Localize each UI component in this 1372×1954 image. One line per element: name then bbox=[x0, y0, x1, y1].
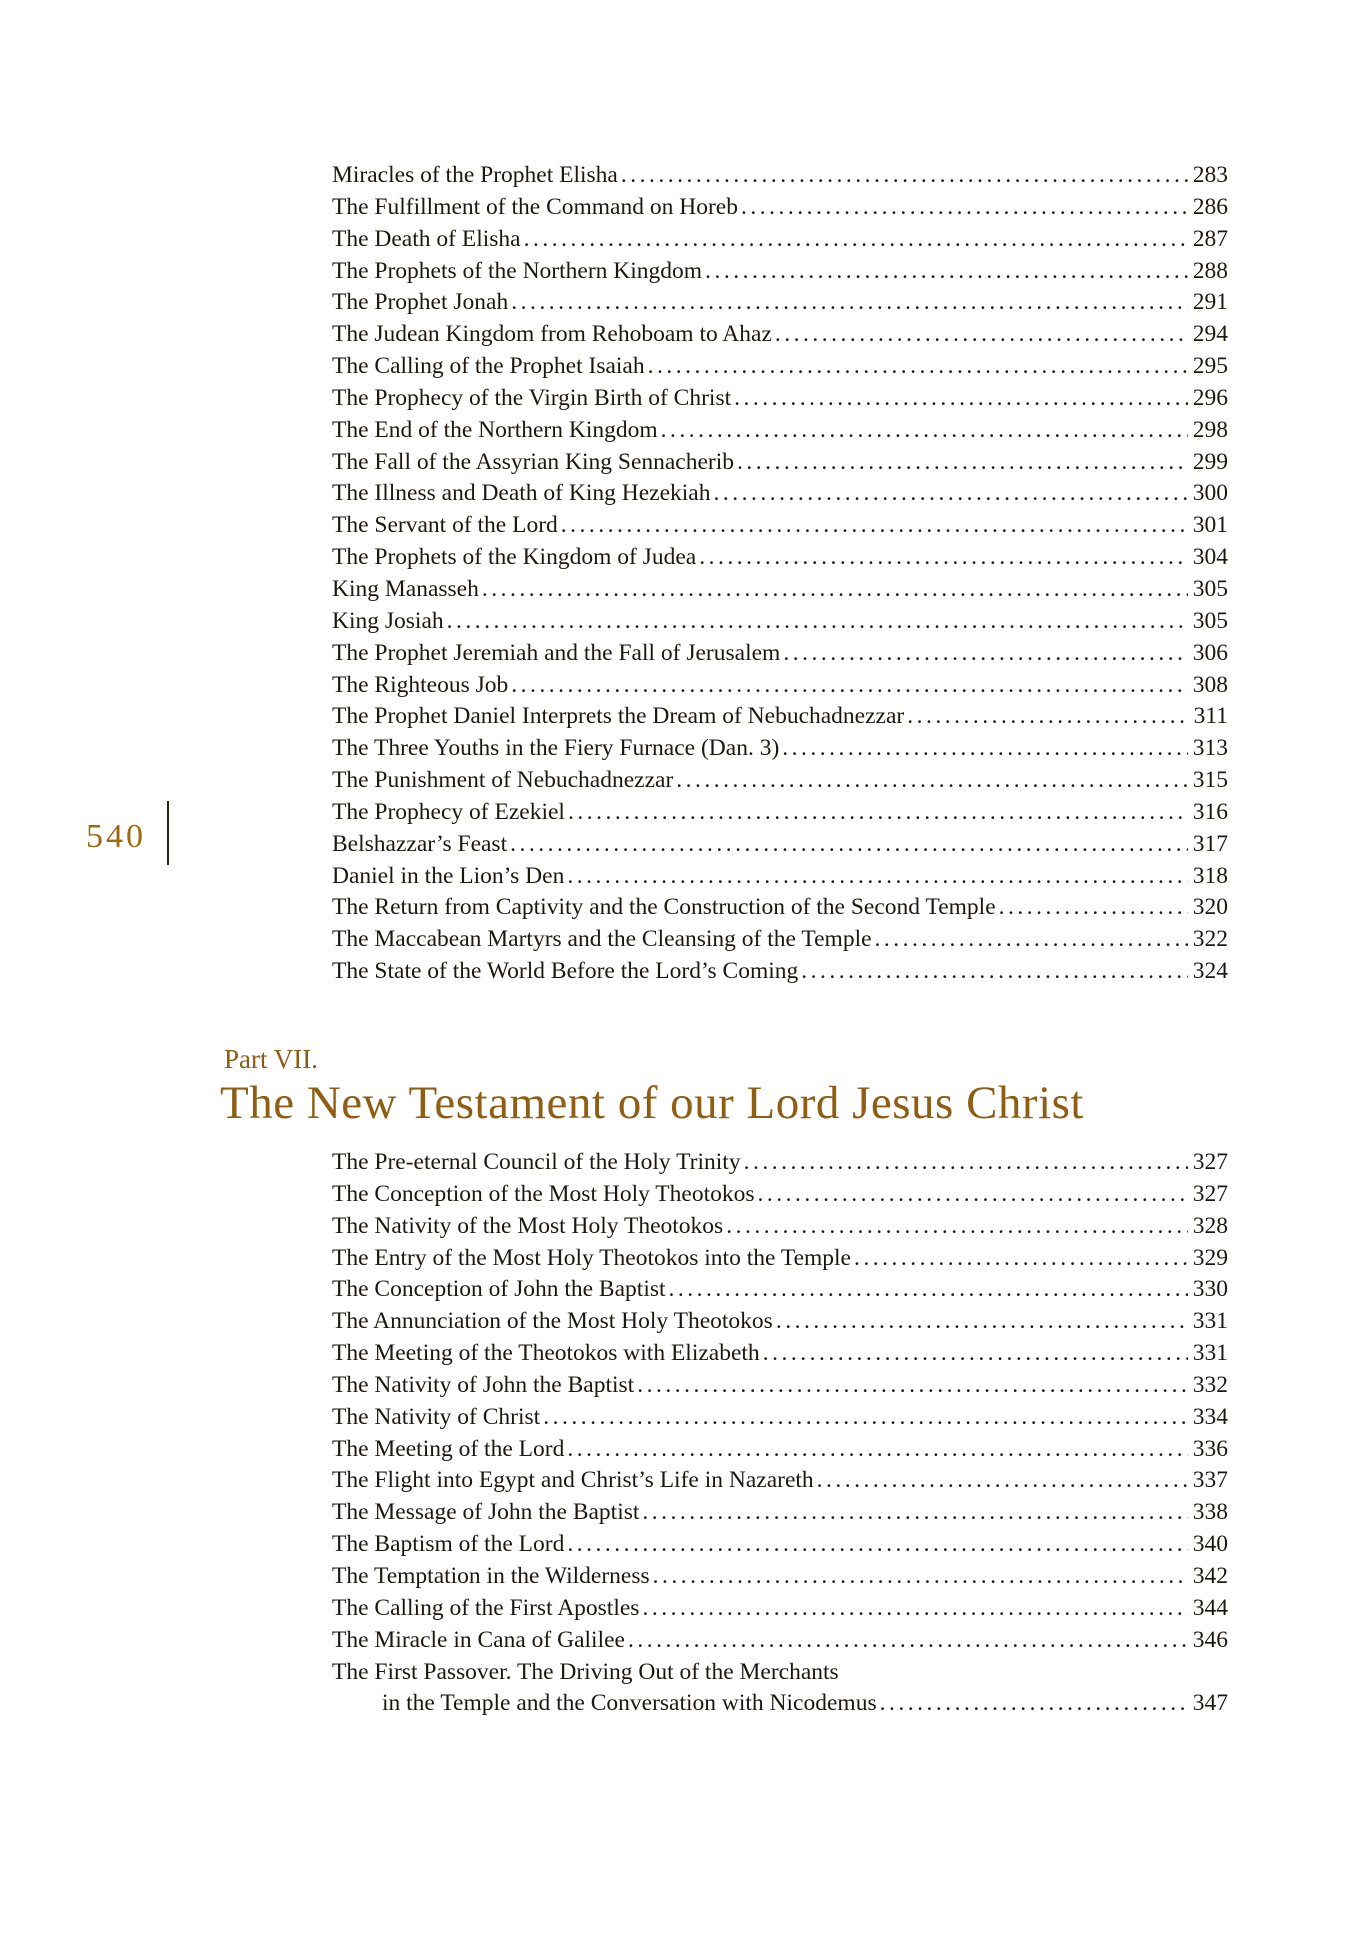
toc-row bbox=[332, 417, 1228, 449]
toc-leader-dots bbox=[705, 258, 1188, 285]
toc-row bbox=[332, 767, 1228, 799]
toc-leader-dots bbox=[524, 226, 1188, 253]
toc-page-number: 306 bbox=[1192, 639, 1228, 666]
toc-entry-title: The Conception of John the Baptist bbox=[332, 1276, 666, 1303]
toc-entry-title: The Flight into Egypt and Christ’s Life in Nazareth bbox=[332, 1467, 814, 1494]
toc-leader-dots bbox=[699, 544, 1188, 571]
toc-row bbox=[332, 1372, 1228, 1404]
toc-row bbox=[332, 831, 1228, 863]
toc-page-number: 336 bbox=[1192, 1435, 1228, 1462]
toc-page-number: 346 bbox=[1192, 1626, 1228, 1653]
toc-page-number: 304 bbox=[1192, 544, 1228, 571]
toc-entry-title: The Fulfillment of the Command on Horeb bbox=[332, 193, 738, 220]
toc-row bbox=[332, 1308, 1228, 1340]
toc-page-number: 342 bbox=[1192, 1562, 1228, 1589]
toc-entry-title: The Nativity of the Most Holy Theotokos bbox=[332, 1212, 724, 1239]
toc-entry-title: The Pre-eternal Council of the Holy Trinity bbox=[332, 1149, 741, 1175]
toc-page-number: 328 bbox=[1192, 1212, 1228, 1239]
toc-entry-title: The Prophet Daniel Interprets the Dream of Nebuchadnezzar bbox=[332, 703, 905, 730]
toc-page-number: 283 bbox=[1192, 162, 1228, 188]
toc-leader-dots bbox=[999, 894, 1188, 921]
part-label: Part VII. bbox=[224, 1044, 318, 1074]
toc-leader-dots bbox=[511, 672, 1188, 699]
toc-entry-title: The Nativity of John the Baptist bbox=[332, 1371, 635, 1398]
toc-page-number: 338 bbox=[1192, 1499, 1228, 1526]
toc-entry-title: The Calling of the Prophet Isaiah bbox=[332, 353, 645, 380]
toc-row bbox=[332, 640, 1228, 672]
toc-row bbox=[332, 1627, 1228, 1659]
toc-leader-dots bbox=[907, 703, 1188, 730]
toc-row bbox=[332, 608, 1228, 640]
toc-row bbox=[332, 289, 1228, 321]
toc-leader-dots bbox=[734, 385, 1188, 412]
toc-row bbox=[332, 1149, 1228, 1181]
toc-page-number: 337 bbox=[1192, 1467, 1228, 1494]
toc-row bbox=[332, 1563, 1228, 1595]
toc-entry-title: The Miracle in Cana of Galilee bbox=[332, 1626, 625, 1653]
toc-page-number: 347 bbox=[1192, 1690, 1228, 1717]
toc-page-number: 331 bbox=[1192, 1308, 1228, 1335]
toc-row bbox=[332, 894, 1228, 926]
toc-entry-title: The Annunciation of the Most Holy Theotokos bbox=[332, 1308, 773, 1335]
toc-entry-title: The Illness and Death of King Hezekiah bbox=[332, 480, 711, 507]
toc-row bbox=[332, 863, 1228, 895]
toc-page-number: 320 bbox=[1192, 894, 1228, 921]
toc-row bbox=[332, 1595, 1228, 1627]
toc-entry-title: in the Temple and the Conversation with Nicodemus bbox=[382, 1690, 877, 1717]
toc-leader-dots bbox=[676, 767, 1187, 794]
toc-entry-title: The Prophet Jeremiah and the Fall of Jerusalem bbox=[332, 639, 781, 666]
toc-leader-dots bbox=[628, 1627, 1188, 1654]
toc-page-number: 296 bbox=[1192, 384, 1228, 411]
toc-page-number: 344 bbox=[1192, 1594, 1228, 1621]
toc-row bbox=[332, 162, 1228, 194]
toc-entry-title: The Prophet Jonah bbox=[332, 289, 509, 316]
toc-entry-title: King Manasseh bbox=[332, 575, 479, 602]
toc-page-number: 322 bbox=[1192, 926, 1228, 953]
toc-entry-title: The Servant of the Lord bbox=[332, 512, 558, 539]
toc-leader-dots bbox=[567, 863, 1187, 890]
toc-row bbox=[332, 672, 1228, 704]
toc-entry-title: The Return from Captivity and the Construction of the Second Temple bbox=[332, 894, 996, 921]
toc-entry-title: The First Passover. The Driving Out of the Merchants bbox=[332, 1658, 839, 1685]
toc-entry-title: The Prophets of the Kingdom of Judea bbox=[332, 544, 697, 571]
toc-row bbox=[332, 926, 1228, 958]
toc-row bbox=[332, 1213, 1228, 1245]
toc-leader-dots bbox=[642, 1595, 1187, 1622]
toc-leader-dots bbox=[510, 831, 1188, 858]
toc-page-number: 301 bbox=[1192, 512, 1228, 539]
toc-entry-title: The Punishment of Nebuchadnezzar bbox=[332, 767, 674, 794]
toc-page-number: 316 bbox=[1192, 798, 1228, 825]
toc-row bbox=[332, 1340, 1228, 1372]
toc-entry-title: Belshazzar’s Feast bbox=[332, 830, 508, 857]
toc-row bbox=[332, 1276, 1228, 1308]
toc-leader-dots bbox=[741, 194, 1188, 221]
toc-page-number: 291 bbox=[1192, 289, 1228, 316]
toc-section-old-testament bbox=[332, 162, 1228, 990]
toc-leader-dots bbox=[482, 576, 1188, 603]
toc-page-number: 311 bbox=[1193, 703, 1228, 730]
toc-page-number: 327 bbox=[1192, 1180, 1228, 1207]
toc-page-number: 329 bbox=[1192, 1244, 1228, 1271]
toc-row bbox=[332, 1467, 1228, 1499]
toc-entry-title: The Prophecy of the Virgin Birth of Christ bbox=[332, 384, 732, 411]
toc-leader-dots bbox=[561, 512, 1188, 539]
toc-entry-title: The Baptism of the Lord bbox=[332, 1531, 565, 1558]
toc-leader-dots bbox=[648, 353, 1188, 380]
toc-entry-title: The Nativity of Christ bbox=[332, 1403, 541, 1430]
toc-entry-title: The Death of Elisha bbox=[332, 225, 521, 252]
toc-page-number: 294 bbox=[1192, 321, 1228, 348]
toc-page-number: 315 bbox=[1192, 767, 1228, 794]
toc-page-number: 318 bbox=[1192, 862, 1228, 889]
toc-row bbox=[332, 1499, 1228, 1531]
toc-row bbox=[332, 480, 1228, 512]
toc-leader-dots bbox=[447, 608, 1188, 635]
toc-page-number: 332 bbox=[1192, 1371, 1228, 1398]
toc-row bbox=[332, 321, 1228, 353]
toc-page-number: 308 bbox=[1192, 671, 1228, 698]
toc-leader-dots bbox=[653, 1563, 1188, 1590]
toc-row bbox=[332, 258, 1228, 290]
toc-leader-dots bbox=[880, 1690, 1188, 1717]
toc-leader-dots bbox=[637, 1372, 1188, 1399]
toc-entry-title: The Temptation in the Wilderness bbox=[332, 1562, 650, 1589]
toc-row bbox=[332, 735, 1228, 767]
toc-row bbox=[332, 226, 1228, 258]
toc-row bbox=[332, 512, 1228, 544]
toc-entry-title: The Fall of the Assyrian King Sennacherib bbox=[332, 448, 735, 475]
toc-page-number: 286 bbox=[1192, 193, 1228, 220]
toc-leader-dots bbox=[783, 640, 1187, 667]
toc-leader-dots bbox=[875, 926, 1188, 953]
toc-leader-dots bbox=[737, 449, 1188, 476]
toc-page-number: 288 bbox=[1192, 257, 1228, 284]
toc-page-number: 334 bbox=[1192, 1403, 1228, 1430]
toc-leader-dots bbox=[543, 1404, 1188, 1431]
toc-entry-title: The Prophets of the Northern Kingdom bbox=[332, 257, 703, 284]
toc-row bbox=[332, 544, 1228, 576]
toc-entry-title: The Maccabean Martyrs and the Cleansing of the Temple bbox=[332, 926, 872, 953]
toc-leader-dots bbox=[713, 480, 1187, 507]
toc-leader-dots bbox=[775, 321, 1188, 348]
toc-page-number: 300 bbox=[1192, 480, 1228, 507]
toc-entry-title: The Calling of the First Apostles bbox=[332, 1594, 640, 1621]
toc-page-number: 287 bbox=[1192, 225, 1228, 252]
toc-row bbox=[332, 1436, 1228, 1468]
toc-page-number: 330 bbox=[1192, 1276, 1228, 1303]
toc-page-number: 340 bbox=[1192, 1531, 1228, 1558]
toc-leader-dots bbox=[669, 1276, 1188, 1303]
toc-row bbox=[332, 385, 1228, 417]
toc-leader-dots bbox=[661, 417, 1188, 444]
toc-entry-title: The Three Youths in the Fiery Furnace (Dan. 3) bbox=[332, 735, 780, 762]
toc-entry-title: The Message of John the Baptist bbox=[332, 1499, 640, 1526]
toc-row bbox=[332, 194, 1228, 226]
toc-row bbox=[332, 1531, 1228, 1563]
toc-page-number: 305 bbox=[1192, 607, 1228, 634]
toc-page-number: 305 bbox=[1192, 575, 1228, 602]
toc-page-number: 295 bbox=[1192, 353, 1228, 380]
toc-page-number: 298 bbox=[1192, 416, 1228, 443]
toc-page-number: 317 bbox=[1192, 830, 1228, 857]
toc-row bbox=[332, 703, 1228, 735]
toc-entry-title: The Righteous Job bbox=[332, 671, 509, 698]
toc-row bbox=[332, 1690, 1228, 1722]
toc-entry-title: Miracles of the Prophet Elisha bbox=[332, 162, 618, 188]
toc-leader-dots bbox=[567, 1436, 1187, 1463]
toc-leader-dots bbox=[782, 735, 1187, 762]
toc-entry-title: The Meeting of the Lord bbox=[332, 1435, 565, 1462]
toc-entry-title: The Conception of the Most Holy Theotokos bbox=[332, 1180, 755, 1207]
toc-leader-dots bbox=[726, 1213, 1188, 1240]
folio-page-number: 540 bbox=[86, 818, 146, 855]
toc-leader-dots bbox=[511, 289, 1188, 316]
toc-entry-title: King Josiah bbox=[332, 607, 444, 634]
toc-leader-dots bbox=[568, 799, 1188, 826]
toc-leader-dots bbox=[621, 162, 1188, 189]
toc-row bbox=[332, 1404, 1228, 1436]
toc-row bbox=[332, 353, 1228, 385]
toc-leader-dots bbox=[567, 1531, 1187, 1558]
folio-divider-bar bbox=[167, 801, 169, 865]
toc-entry-title: The End of the Northern Kingdom bbox=[332, 416, 658, 443]
toc-row bbox=[332, 1245, 1228, 1277]
toc-leader-dots bbox=[776, 1308, 1188, 1335]
toc-entry-title: The Meeting of the Theotokos with Elizabeth bbox=[332, 1340, 760, 1367]
toc-page-number: 299 bbox=[1192, 448, 1228, 475]
toc-entry-title: The State of the World Before the Lord’s Coming bbox=[332, 958, 799, 985]
toc-entry-title: The Judean Kingdom from Rehoboam to Ahaz bbox=[332, 321, 772, 348]
toc-page-number: 327 bbox=[1192, 1149, 1228, 1175]
toc-leader-dots bbox=[642, 1499, 1187, 1526]
toc-entry-title: The Entry of the Most Holy Theotokos into the Temple bbox=[332, 1244, 851, 1271]
toc-leader-dots bbox=[763, 1340, 1188, 1367]
toc-section-new-testament bbox=[332, 1149, 1228, 1722]
toc-page-number: 324 bbox=[1192, 958, 1228, 985]
toc-leader-dots bbox=[817, 1467, 1188, 1494]
toc-leader-dots bbox=[744, 1149, 1188, 1176]
toc-row bbox=[332, 799, 1228, 831]
toc-page-number: 313 bbox=[1192, 735, 1228, 762]
toc-page-number: 331 bbox=[1192, 1340, 1228, 1367]
toc-row bbox=[332, 1659, 1228, 1691]
section-title: The New Testament of our Lord Jesus Christ bbox=[220, 1077, 1084, 1129]
toc-row bbox=[332, 576, 1228, 608]
toc-row bbox=[332, 449, 1228, 481]
toc-row bbox=[332, 958, 1228, 990]
toc-entry-title: The Prophecy of Ezekiel bbox=[332, 798, 565, 825]
toc-entry-title: Daniel in the Lion’s Den bbox=[332, 862, 565, 889]
toc-leader-dots bbox=[758, 1181, 1188, 1208]
toc-leader-dots bbox=[854, 1245, 1188, 1272]
toc-leader-dots bbox=[801, 958, 1187, 985]
toc-row bbox=[332, 1181, 1228, 1213]
